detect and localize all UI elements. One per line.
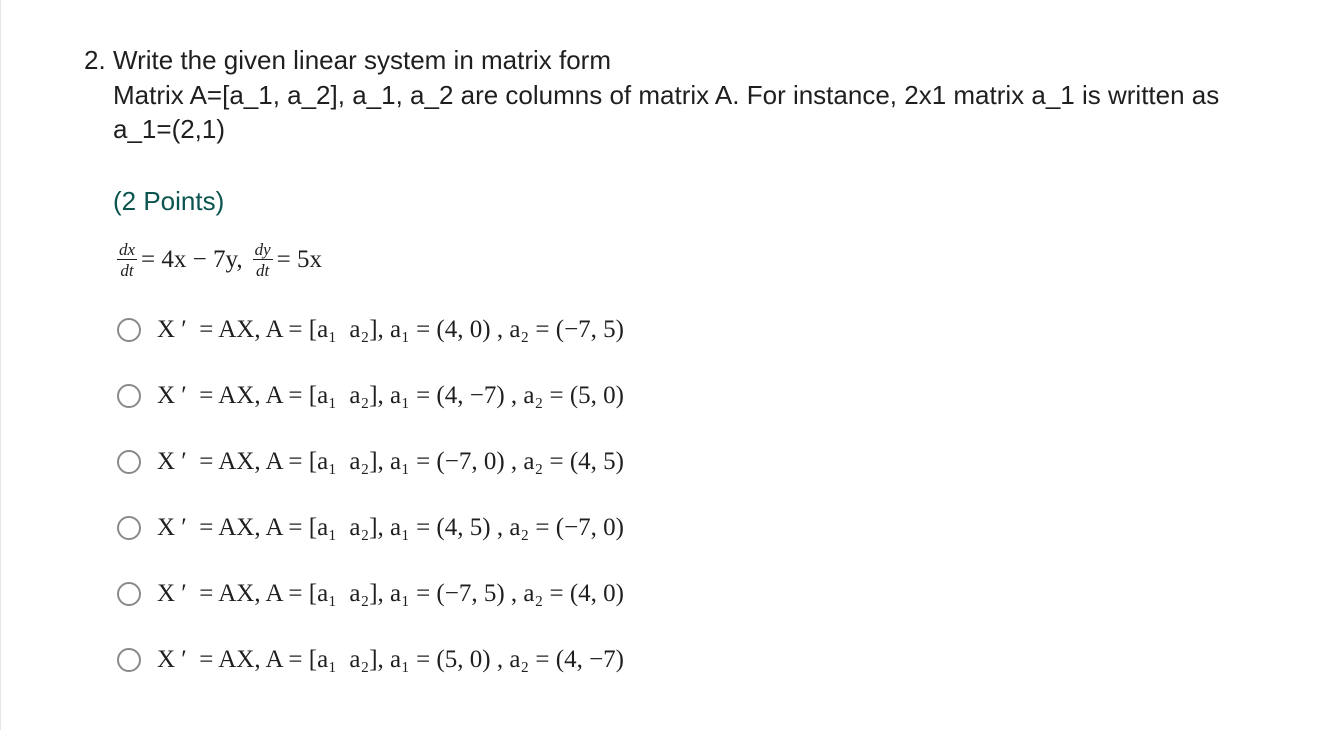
differential-equation xyxy=(113,236,322,284)
answer-option-label: X ′ = AX, A = [a₁ a₂], a₁ = (5, 0) , a₂ = (4, −7) xyxy=(157,646,624,673)
fraction-dy-dt xyxy=(253,241,273,279)
answer-option-label: X ′ = AX, A = [a₁ a₂], a₁ = (−7, 5) , a₂ = (4, 0) xyxy=(157,580,624,607)
question-title-row xyxy=(84,42,1304,78)
equation-part-1: = 4x − 7y, xyxy=(141,246,243,273)
fraction-denominator: dt xyxy=(120,261,134,280)
answer-option-label: X ′ = AX, A = [a₁ a₂], a₁ = (4, 0) , a₂ = (−7, 5) xyxy=(157,316,624,343)
fraction-numerator: dy xyxy=(254,240,271,259)
answer-option[interactable] xyxy=(113,638,913,682)
radio-button[interactable] xyxy=(117,318,141,342)
question-number: 2. xyxy=(84,45,106,75)
answer-option[interactable] xyxy=(113,374,913,418)
page-left-border xyxy=(0,0,1,730)
fraction-dx-dt xyxy=(117,241,137,279)
answer-option-label: X ′ = AX, A = [a₁ a₂], a₁ = (−7, 0) , a₂ = (4, 5) xyxy=(157,448,624,475)
answer-option[interactable] xyxy=(113,440,913,484)
answer-options xyxy=(113,308,913,704)
radio-button[interactable] xyxy=(117,450,141,474)
answer-option-label: X ′ = AX, A = [a₁ a₂], a₁ = (4, 5) , a₂ = (−7, 0) xyxy=(157,514,624,541)
radio-button[interactable] xyxy=(117,384,141,408)
answer-option[interactable] xyxy=(113,308,913,352)
question-block xyxy=(84,42,1304,146)
radio-button[interactable] xyxy=(117,516,141,540)
answer-option[interactable] xyxy=(113,506,913,550)
points-label: (2 Points) xyxy=(113,186,225,216)
radio-button[interactable] xyxy=(117,582,141,606)
question-title: Write the given linear system in matrix form xyxy=(113,45,611,75)
fraction-denominator: dt xyxy=(256,261,270,280)
radio-button[interactable] xyxy=(117,648,141,672)
answer-option[interactable] xyxy=(113,572,913,616)
equation-part-2: = 5x xyxy=(276,246,323,273)
question-description: Matrix A=[a_1, a_2], a_1, a_2 are columns of matrix A. For instance, 2x1 matrix a_1 is written as a_1=(2,1) xyxy=(113,80,1220,144)
answer-option-label: X ′ = AX, A = [a₁ a₂], a₁ = (4, −7) , a₂ = (5, 0) xyxy=(157,382,624,409)
fraction-numerator: dx xyxy=(119,240,136,259)
